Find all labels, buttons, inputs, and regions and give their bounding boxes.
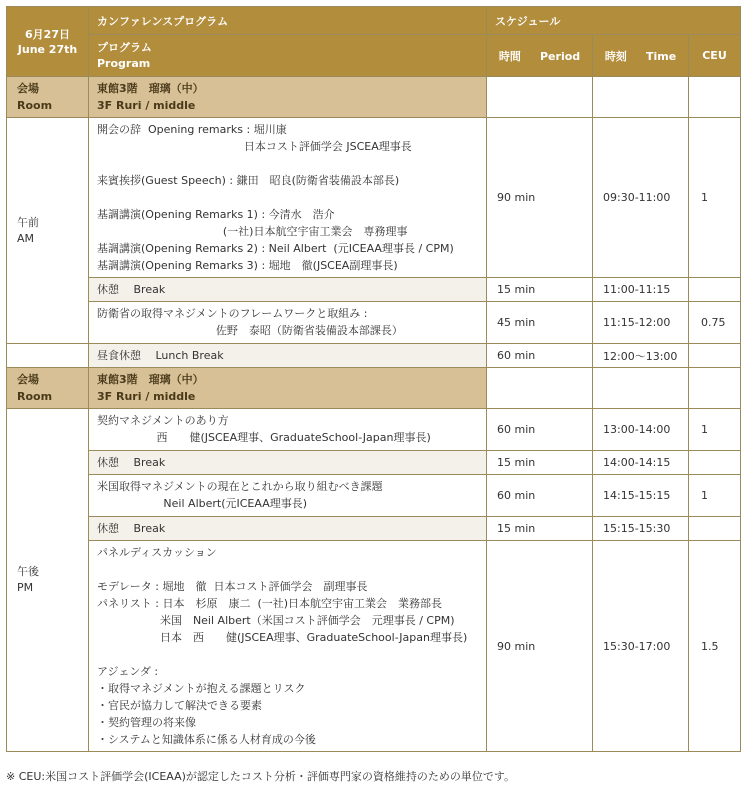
period-value: 60 min	[487, 409, 593, 451]
am-venue-name-jp: 東館3階 瑠璃（中）	[97, 82, 204, 95]
program-jp: プログラム	[97, 40, 152, 54]
am-venue-row	[7, 77, 741, 118]
ceu-value: 1	[689, 409, 741, 451]
pm-program-panel	[89, 541, 487, 752]
pm-venue-name-en: 3F Ruri / middle	[97, 390, 196, 403]
time-value: 11:00-11:15	[593, 278, 689, 302]
period-value: 45 min	[487, 302, 593, 344]
table-row	[7, 302, 741, 344]
time-value: 14:15-15:15	[593, 475, 689, 517]
table-row	[7, 541, 741, 752]
period-en: Period	[540, 49, 581, 63]
period-value: 15 min	[487, 517, 593, 541]
program-line: パネルディスカッション	[97, 546, 217, 559]
date-header	[7, 7, 89, 77]
ceu-value: 0.75	[689, 302, 741, 344]
am-venue-name-en: 3F Ruri / middle	[97, 99, 196, 112]
time-header	[593, 35, 689, 77]
program-en: Program	[97, 56, 151, 70]
time-value: 15:15-15:30	[593, 517, 689, 541]
date-jp: 6月27日	[25, 27, 70, 41]
lunch-row	[7, 344, 741, 368]
program-line: (一社)日本航空宇宙工業会 専務理事	[97, 225, 408, 238]
program-line: 西 健(JSCEA理事、GraduateSchool-Japan理事長)	[97, 431, 431, 444]
pm-break-2	[89, 517, 487, 541]
program-line: ・契約管理の将来像	[97, 716, 196, 729]
lunch-label: 昼食休憩 Lunch Break	[89, 344, 487, 368]
pm-venue-en: Room	[17, 390, 53, 403]
program-line	[97, 189, 478, 206]
am-program-opening	[89, 118, 487, 278]
program-line: パネリスト : 日本 杉原 康二 (一社)日本航空宇宙工業会 業務部長	[97, 597, 443, 610]
am-venue-name	[89, 77, 487, 118]
pm-period-cell	[7, 409, 89, 752]
program-line: 開会の辞 Opening remarks : 堀川康	[97, 123, 287, 136]
table-row	[7, 409, 741, 451]
am-venue-jp: 会場	[17, 82, 39, 95]
program-line: 佐野 泰昭（防衛省装備設本部課長）	[97, 324, 403, 337]
table-row	[7, 278, 741, 302]
program-line: 日本コスト評価学会 JSCEA理事長	[97, 140, 412, 153]
am-period-en: AM	[17, 231, 35, 245]
ceu-value	[689, 278, 741, 302]
pm-venue-name	[89, 368, 487, 409]
schedule-header: スケジュール	[487, 7, 741, 35]
time-value: 13:00-14:00	[593, 409, 689, 451]
period-value: 90 min	[487, 541, 593, 752]
time-value: 11:15-12:00	[593, 302, 689, 344]
program-line: 米国 Neil Albert（米国コスト評価学会 元理事長 / CPM)	[97, 614, 455, 627]
am-venue-label	[7, 77, 89, 118]
table-row	[7, 118, 741, 278]
pm-period-en: PM	[17, 581, 34, 594]
period-value: 90 min	[487, 118, 593, 278]
am-period-jp: 午前	[17, 215, 39, 229]
time-en: Time	[645, 49, 677, 63]
pm-program-us	[89, 475, 487, 517]
table-row	[7, 451, 741, 475]
pm-venue-name-jp: 東館3階 瑠璃（中）	[97, 373, 204, 386]
time-jp: 時刻	[604, 49, 627, 63]
program-line: 休憩 Break	[97, 455, 166, 469]
pm-venue-jp: 会場	[17, 373, 39, 386]
pm-venue-label	[7, 368, 89, 409]
period-value: 15 min	[487, 451, 593, 475]
program-line: 休憩 Break	[97, 521, 166, 535]
program-line: 休憩 Break	[97, 282, 166, 296]
program-line: 来賓挨拶(Guest Speech) : 鎌田 昭良(防衛省装備設本部長)	[97, 174, 400, 187]
program-line	[97, 155, 478, 172]
program-line	[97, 646, 478, 663]
period-header	[487, 35, 593, 77]
program-line	[97, 561, 478, 578]
am-period-cell	[7, 118, 89, 344]
ceu-value: 1	[689, 118, 741, 278]
time-value: 12:00～13:00	[593, 344, 689, 368]
ceu-value: 1	[689, 475, 741, 517]
pm-program-contract	[89, 409, 487, 451]
program-line: ・システムと知識体系に係る人材育成の今後	[97, 733, 316, 746]
program-line: 基調講演(Opening Remarks 1) : 今清水 浩介	[97, 208, 335, 221]
pm-period-jp: 午後	[17, 565, 39, 578]
ceu-value	[689, 451, 741, 475]
program-line: 日本 西 健(JSCEA理事、GraduateSchool-Japan理事長)	[97, 631, 468, 644]
program-line: 契約マネジメントのあり方	[97, 414, 229, 427]
conference-schedule-table	[6, 6, 741, 752]
program-line: 米国取得マネジメントの現在とこれから取り組むべき課題	[97, 480, 383, 493]
program-line: 基調講演(Opening Remarks 3) : 堀地 徹(JSCEA副理事長)	[97, 259, 398, 272]
ceu-value	[689, 517, 741, 541]
table-row	[7, 475, 741, 517]
am-venue-en: Room	[17, 99, 53, 112]
pm-venue-row	[7, 368, 741, 409]
period-jp: 時間	[498, 49, 521, 63]
ceu-footnote: ※ CEU:米国コスト評価学会(ICEAA)が認定したコスト分析・評価専門家の資格維持のための単位です。	[6, 770, 516, 783]
ceu-header: CEU	[689, 35, 741, 77]
period-value: 60 min	[487, 475, 593, 517]
am-break	[89, 278, 487, 302]
period-value: 60 min	[487, 344, 593, 368]
time-value: 15:30-17:00	[593, 541, 689, 752]
ceu-value: 1.5	[689, 541, 741, 752]
table-row	[7, 517, 741, 541]
date-en: June 27th	[17, 42, 78, 56]
conference-program-header: カンファレンスプログラム	[89, 7, 487, 35]
program-line: ・官民が協力して解決できる要素	[97, 699, 262, 712]
program-line: アジェンダ :	[97, 665, 159, 678]
pm-break-1	[89, 451, 487, 475]
program-line: 基調講演(Opening Remarks 2) : Neil Albert (元ICEAA理事長 / CPM)	[97, 242, 454, 255]
program-header	[89, 35, 487, 77]
program-line: モデレータ : 堀地 徹 日本コスト評価学会 副理事長	[97, 580, 368, 593]
program-line: Neil Albert(元ICEAA理事長)	[97, 497, 308, 510]
program-line: ・取得マネジメントが抱える課題とリスク	[97, 682, 306, 695]
time-value: 14:00-14:15	[593, 451, 689, 475]
am-program-mod	[89, 302, 487, 344]
program-line: 防衛省の取得マネジメントのフレームワークと取組み :	[97, 307, 368, 320]
time-value: 09:30-11:00	[593, 118, 689, 278]
period-value: 15 min	[487, 278, 593, 302]
